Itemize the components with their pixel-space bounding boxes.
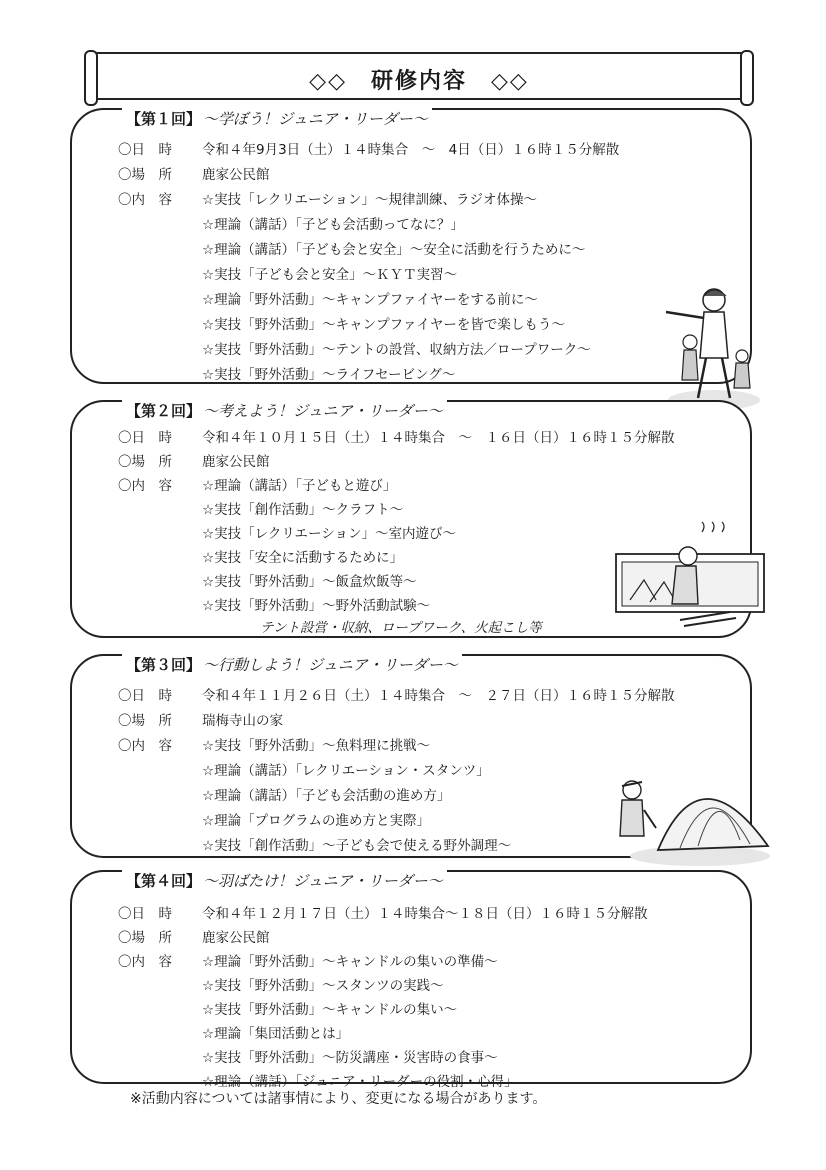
session-4 — [70, 870, 752, 1090]
session-2-title — [122, 400, 447, 421]
session-2-subtitle: ～考えよう！ジュニア・リーダー～ — [203, 402, 443, 420]
session-4-number: 【第４回】 — [126, 872, 202, 890]
content-label: 〇内 容 — [118, 478, 172, 494]
tent-setup-illustration — [600, 750, 770, 870]
place-label: 〇場 所 — [118, 713, 172, 729]
session-1-place-row — [118, 163, 270, 183]
list-item: ☆実技「子ども会と安全」～ＫＹＴ実習～ — [202, 267, 458, 283]
date-label: 〇日 時 — [118, 688, 172, 704]
content-label: 〇内 容 — [118, 738, 172, 754]
list-item: ☆理論（講話）「ジュニア・リーダーの役割・心得」 — [202, 1074, 518, 1090]
session-2-date: 令和４年１０月１５日（土）１４時集合 ～ １６日（日）１６時１５分解散 — [202, 430, 675, 446]
session-1 — [70, 108, 752, 384]
page-title: ◇◇ 研修内容 ◇◇ — [309, 69, 529, 94]
list-item: ☆理論（講話）「子ども会活動の進め方」 — [202, 788, 451, 804]
cooking-stove-illustration — [610, 520, 770, 638]
footnote: ※活動内容については諸事情により、変更になる場合があります。 — [130, 1091, 547, 1107]
list-item: ☆理論「プログラムの進め方と実際」 — [202, 813, 430, 829]
session-3-date: 令和４年１１月２６日（土）１４時集合 ～ ２７日（日）１６時１５分解散 — [202, 688, 675, 704]
list-item: ☆理論「野外活動」～キャンドルの集いの準備～ — [202, 954, 498, 970]
session-3-title — [122, 654, 462, 675]
list-item: ☆実技「創作活動」～子ども会で使える野外調理～ — [202, 838, 512, 854]
date-label: 〇日 時 — [118, 430, 172, 446]
place-label: 〇場 所 — [118, 930, 172, 946]
list-item: ☆理論（講話）「子ども会活動ってなに？」 — [202, 217, 464, 233]
list-item: ☆理論「野外活動」～キャンプファイヤーをする前に～ — [202, 292, 538, 308]
session-1-subtitle: ～学ぼう！ジュニア・リーダー～ — [203, 110, 428, 128]
session-4-title — [122, 870, 447, 891]
session-2-number: 【第２回】 — [126, 402, 202, 420]
session-4-date-row — [118, 902, 648, 922]
session-4-content-row — [118, 950, 202, 970]
session-2-place: 鹿家公民館 — [202, 454, 270, 470]
session-1-content-row — [118, 188, 202, 208]
list-item: ☆実技「野外活動」～スタンツの実践～ — [202, 978, 444, 994]
list-item: ☆実技「野外活動」～ライフセービング～ — [202, 367, 456, 383]
content-label: 〇内 容 — [118, 954, 172, 970]
list-item: ☆実技「安全に活動するために」 — [202, 550, 404, 566]
date-label: 〇日 時 — [118, 906, 172, 922]
list-item: ☆実技「野外活動」～魚料理に挑戦～ — [202, 738, 431, 754]
session-2-date-row — [118, 426, 675, 446]
session-2-place-row — [118, 450, 270, 470]
list-item: ☆実技「野外活動」～防災講座・災害時の食事～ — [202, 1050, 498, 1066]
list-item: ☆実技「野外活動」～テントの設営、収納方法／ロープワーク～ — [202, 342, 591, 358]
session-4-place: 鹿家公民館 — [202, 930, 270, 946]
session-1-date: 令和４年9月3日（土）１４時集合 ～ 4日（日）１６時１５分解散 — [202, 142, 620, 158]
list-item: ☆理論（講話）「レクリエーション・スタンツ」 — [202, 763, 490, 779]
list-item: ☆理論（講話）「子どもと遊び」 — [202, 478, 397, 494]
place-label: 〇場 所 — [118, 167, 172, 183]
session-3-date-row — [118, 684, 675, 704]
list-item: ☆実技「野外活動」～野外活動試験～ — [202, 598, 431, 614]
session-2-content-row — [118, 474, 202, 494]
session-1-place: 鹿家公民館 — [202, 167, 270, 183]
date-label: 〇日 時 — [118, 142, 172, 158]
content-label: 〇内 容 — [118, 192, 172, 208]
session-2-note: テント設営・収納、ロープワーク、火起こし等 — [260, 620, 542, 636]
list-item: ☆実技「レクリエーション」～室内遊び～ — [202, 526, 457, 542]
session-4-subtitle: ～羽ばたけ！ジュニア・リーダー～ — [203, 872, 443, 890]
session-4-date: 令和４年１２月１７日（土）１４時集合～１８日（日）１６時１５分解散 — [202, 906, 648, 922]
list-item: ☆理論「集団活動とは」 — [202, 1026, 350, 1042]
list-item: ☆実技「野外活動」～キャンドルの集い～ — [202, 1002, 458, 1018]
session-1-number: 【第１回】 — [126, 110, 202, 128]
session-3-place: 瑞梅寺山の家 — [202, 713, 283, 729]
list-item: ☆実技「レクリエーション」～規律訓練、ラジオ体操～ — [202, 192, 538, 208]
list-item: ☆理論（講話）「子ども会と安全」～安全に活動を行うために～ — [202, 242, 586, 258]
session-1-title — [122, 108, 432, 129]
list-item: ☆実技「野外活動」～キャンプファイヤーを皆で楽しもう～ — [202, 317, 565, 333]
list-item: ☆実技「野外活動」～飯盒炊飯等～ — [202, 574, 417, 590]
session-1-date-row — [118, 138, 619, 158]
leader-pointing-illustration — [652, 278, 762, 418]
session-3-number: 【第３回】 — [126, 656, 202, 674]
session-3-subtitle: ～行動しよう！ジュニア・リーダー～ — [203, 656, 458, 674]
session-4-place-row — [118, 926, 270, 946]
session-3-content-row — [118, 734, 202, 754]
session-3-place-row — [118, 709, 283, 729]
list-item: ☆実技「創作活動」～クラフト～ — [202, 502, 404, 518]
place-label: 〇場 所 — [118, 454, 172, 470]
title-banner — [88, 52, 750, 100]
